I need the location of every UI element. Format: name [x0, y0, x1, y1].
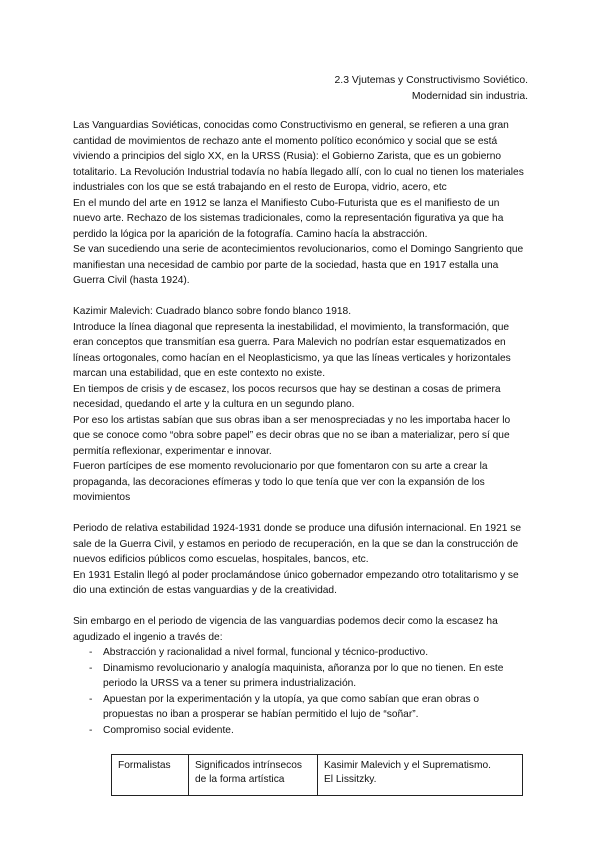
paragraph: Por eso los artistas sabían que sus obras iban a ser menospreciadas y no les importaba hacer lo que se conoce como “obra sobre papel” es decir obras que no se iban a materializar, pero sí que permitía reflexionar, experimentar e innovar.: [73, 414, 511, 457]
artist-line: El Lissitzky.: [324, 774, 377, 785]
bullet-list: [73, 645, 528, 738]
paragraph: Introduce la línea diagonal que representa la inestabilidad, el movimiento, la transformación, que eran conceptos que transmitían esa guerra. Para Malevich no podrían estar esquematizados en líneas ortogonales, como hacían en el Neoplasticismo, ya que las líneas verticales y horizontales marcan una estabilidad, que en este contexto no existe.: [73, 321, 511, 379]
malevich-section: [73, 304, 528, 506]
document-page: [73, 73, 528, 796]
paragraph: Fueron partícipes de ese momento revolucionario por que fomentaron con su arte a crear la propaganda, las decoraciones efímeras y todo lo que tenía que ver con la expansión de los movimientos: [73, 461, 488, 503]
section-heading: [73, 73, 528, 105]
list-item: - Dinamismo revolucionario y analogía maquinista, añoranza por lo que no tienen. En este periodo la URSS va a tener su primera industrialización.: [73, 661, 528, 692]
artist-line: Kasimir Malevich y el Suprematismo.: [324, 760, 492, 771]
table-row: [112, 755, 523, 796]
list-intro: Sin embargo en el periodo de vigencia de las vanguardias podemos decir como la escasez ha agudizado el ingenio a través de:: [73, 616, 498, 643]
table-cell-meaning: Significados intrínsecos de la forma artística: [189, 755, 318, 796]
paragraph: Las Vanguardias Soviéticas, conocidas como Constructivismo en general, se refieren a una gran cantidad de movimientos de rechazo ante el momento político económico y social que se está viviendo a principios del siglo XX, en la URSS (Rusia): el Gobierno Zarista, que es un gobierno totalitario. La Revolución Industrial todavía no había llegado allí, con lo cual no tienen los materiales industriales con los que se está trabajando en el resto de Europa, vidrio, acero, etc: [73, 120, 524, 193]
list-item: - Abstracción y racionalidad a nivel formal, funcional y técnico-productivo.: [73, 645, 528, 661]
paragraph: Kazimir Malevich: Cuadrado blanco sobre fondo blanco 1918.: [73, 306, 352, 317]
table-cell-artists: [318, 755, 523, 796]
list-item: - Compromiso social evidente.: [73, 723, 528, 739]
paragraph: Periodo de relativa estabilidad 1924-1931 donde se produce una difusión internacional. En 1921 se sale de la Guerra Civil, y estamos en periodo de recuperación, en la que se dan la construcción de nuevos edificios públicos como escuelas, hospitales, bancos, etc.: [73, 523, 522, 565]
heading-subtitle: Modernidad sin industria.: [411, 91, 528, 102]
table-cell-category: Formalistas: [112, 755, 189, 796]
paragraph: Se van sucediendo una serie de acontecimientos revolucionarios, como el Domingo Sangriento que manifiestan una necesidad de cambio por parte de la sociedad, hasta que en 1917 estalla una Guerra Civil (hasta 1924).: [73, 244, 524, 286]
list-item: - Apuestan por la experimentación y la utopía, ya que como sabían que eran obras o propuestas no iban a prosperar se habían permitido el lujo de “soñar”.: [73, 692, 528, 723]
paragraph: En tiempos de crisis y de escasez, los pocos recursos que hay se destinan a cosas de primera necesidad, quedando el arte y la cultura en un segundo plano.: [73, 383, 501, 410]
intro-section: [73, 118, 528, 289]
paragraph: En el mundo del arte en 1912 se lanza el Manifiesto Cubo-Futurista que es el manifiesto de un nuevo arte. Rechazo de los sistemas tradicionales, como la representación figurativa ya que ha perdido la lógica por la aparición de la fotografía. Camino hacía la abstracción.: [73, 197, 504, 240]
stability-section: [73, 521, 528, 599]
summary-table: [111, 754, 523, 796]
paragraph: En 1931 Estalin llegó al poder proclamándose único gobernador empezando otro totalitarismo y se dio una extinción de estas vanguardias y de la creatividad.: [73, 569, 519, 596]
heading-title: 2.3 Vjutemas y Constructivismo Soviético.: [334, 75, 528, 86]
